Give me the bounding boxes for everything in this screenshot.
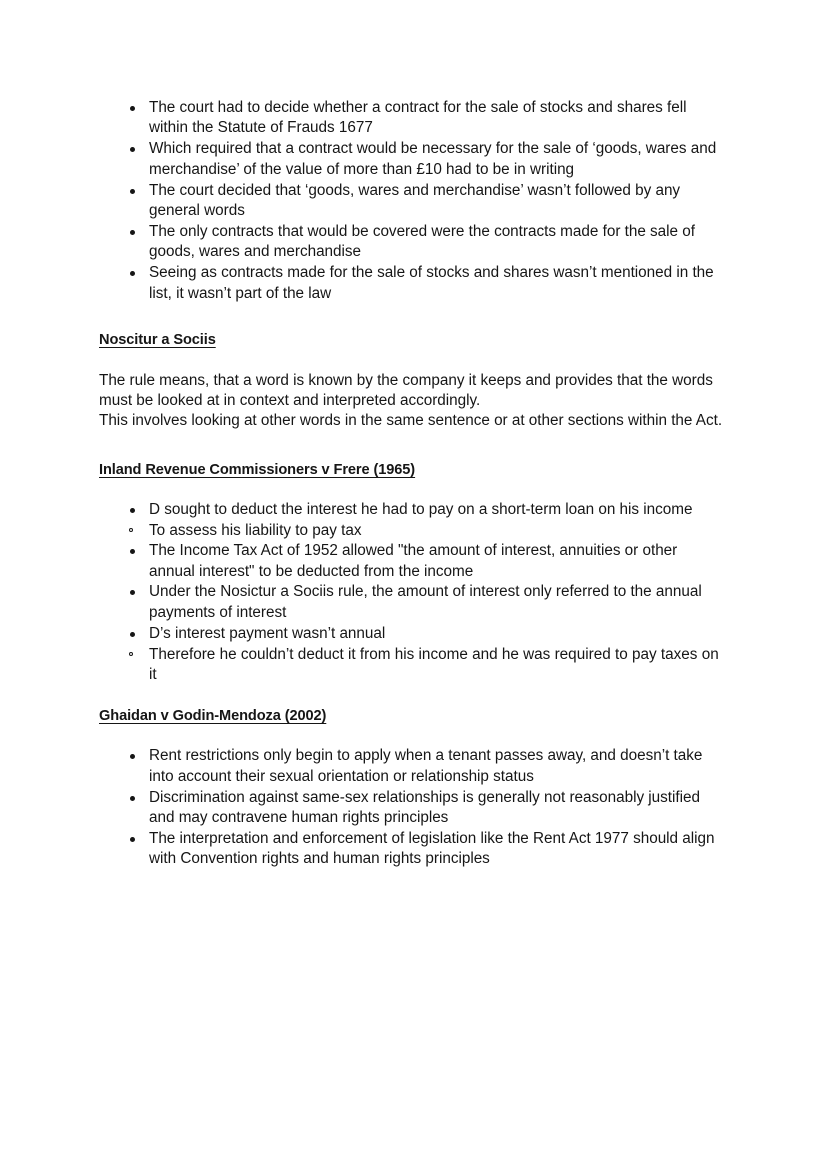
noscitur-heading-row [99,331,727,350]
ghaidan-case-list [99,746,727,869]
frere-heading-row [99,461,727,480]
nested-list-wrapper [99,521,727,541]
sub-list-item: Therefore he couldn’t deduct it from his income and he was required to pay taxes on it [99,645,727,686]
document-content [99,98,727,870]
nested-list-wrapper [99,645,727,686]
list-item: The court had to decide whether a contract for the sale of stocks and shares fell within the Statute of Frauds 1677 [99,98,727,139]
spacer [99,685,727,707]
rule-application-paragraph: This involves looking at other words in the same sentence or at other sections within the Act. [99,412,723,430]
spacer [99,480,727,500]
list-item: D’s interest payment wasn’t annual [99,624,727,644]
frere-sublist [99,521,727,541]
spacer [99,305,727,331]
ghaidan-heading-row [99,707,727,726]
frere-sublist [99,645,727,686]
rule-definition-paragraph: The rule means, that a word is known by the company it keeps and provides that the words must be looked at in context and interpreted accordingly. [99,371,713,409]
section-heading-noscitur: Noscitur a Sociis [99,331,216,348]
spacer [99,726,727,746]
list-item: The interpretation and enforcement of legislation like the Rent Act 1977 should align with Convention rights and human rights principles [99,829,727,870]
list-item: The court decided that ‘goods, wares and merchandise’ wasn’t followed by any general words [99,181,727,222]
spacer [99,350,727,371]
list-item: Seeing as contracts made for the sale of stocks and shares wasn’t mentioned in the list, it wasn’t part of the law [99,263,727,304]
list-item: The Income Tax Act of 1952 allowed "the amount of interest, annuities or other annual interest" to be deducted from the income [99,541,727,582]
list-item: Rent restrictions only begin to apply when a tenant passes away, and doesn’t take into account their sexual orientation or relationship status [99,746,727,787]
frere-case-list [99,500,727,686]
list-item: D sought to deduct the interest he had to pay on a short-term loan on his income [99,500,727,520]
list-item: Discrimination against same-sex relationships is generally not reasonably justified and may contravene human rights principles [99,788,727,829]
list-item: Under the Nosictur a Sociis rule, the amount of interest only referred to the annual payments of interest [99,582,727,623]
case-outcome-list [99,98,727,304]
section-heading-frere: Inland Revenue Commissioners v Frere (1965) [99,461,416,478]
list-item: The only contracts that would be covered were the contracts made for the sale of goods, wares and merchandise [99,222,727,263]
section-heading-ghaidan: Ghaidan v Godin-Mendoza (2002) [99,708,327,725]
spacer [99,432,727,461]
sub-list-item: To assess his liability to pay tax [99,521,727,541]
list-item: Which required that a contract would be necessary for the sale of ‘goods, wares and merchandise’ of the value of more than £10 had to be in writing [99,139,727,180]
